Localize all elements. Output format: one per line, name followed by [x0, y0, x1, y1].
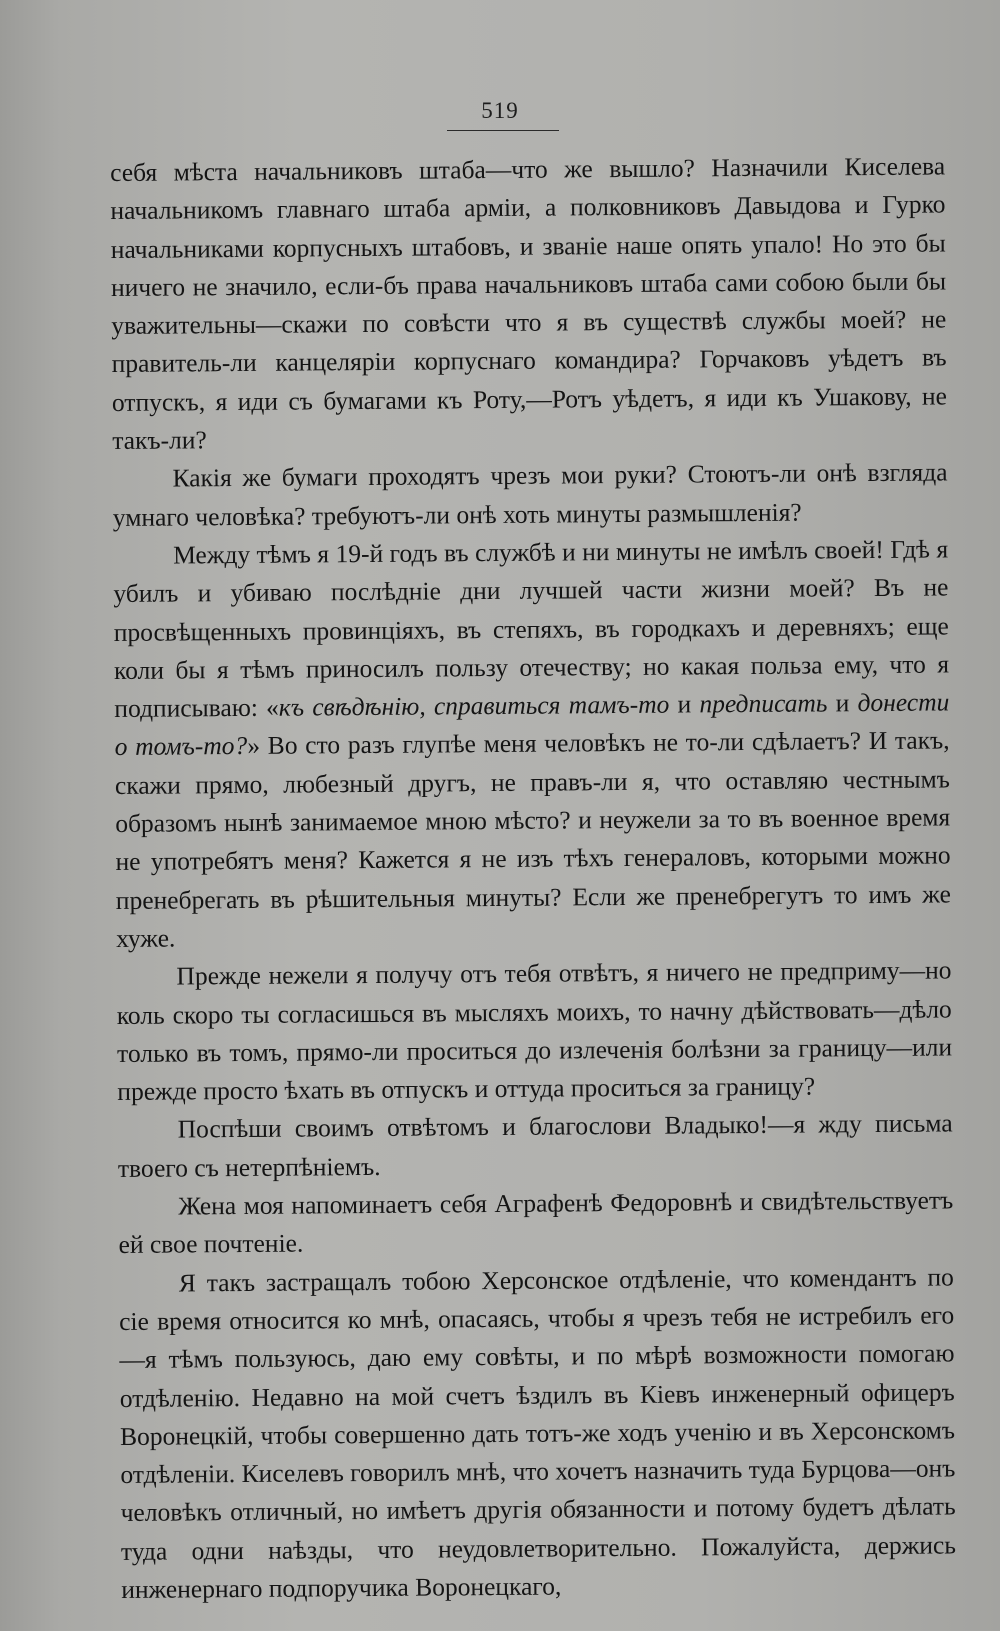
page-number-rule — [447, 130, 559, 131]
text-run: Прежде нежели я получу отъ тебя отвѣтъ, я ничего не предприму—но коль скоро ты согласишься въ мысляхъ моихъ, то начну дѣйствовать—дѣло только въ томъ, прямо-ли проситься до излеченія болѣзни за границу—или прежде просто ѣхать въ отпускъ и оттуда проситься за границу? — [116, 955, 953, 1107]
paragraph — [118, 1105, 954, 1188]
text-run: и — [669, 689, 700, 719]
paragraph — [112, 454, 948, 537]
text-run: Между тѣмъ я 19-й годъ въ службѣ и ни минуты не имѣлъ своей! Гдѣ я убилъ и убиваю послѣдніе дни лучшей части жизни моей? Въ не просвѣщенныхъ провинціяхъ, въ степяхъ, въ городкахъ и деревняхъ; еще коли бы я тѣмъ приносилъ пользу отечеству; но какая польза ему, что я подписываю: « — [113, 534, 950, 724]
italic-quote: донести о томъ-то? — [114, 687, 950, 762]
paragraph — [116, 952, 952, 1112]
text-run: Я такъ застращалъ тобою Херсонское отдѣленіе, что комендантъ по сіе время относится ко мнѣ, опасаясь, чтобы я чрезъ тебя не истребилъ его—я тѣмъ пользуюсь, даю ему совѣты, и по мѣрѣ возможности помогаю отдѣленію. Недавно на мой счетъ ѣздилъ въ Кіевъ инженерный офицеръ Воронецкій, чтобы совершенно дать тотъ-же ходъ ученію и въ Херсонскомъ отдѣленіи. Киселевъ говорилъ мнѣ, что хочетъ назначить туда Бурцова—онъ человѣкъ отличный, но имѣетъ другія обязанности и потому будетъ дѣлать туда одни наѣзды, что неудовлетворительно. Пожалуйста, держись инженернаго подпоручика Воронецкаго, — [119, 1262, 957, 1604]
italic-quote: къ свѣдѣнію, справиться тамъ-то — [278, 689, 670, 722]
paragraph — [113, 530, 951, 958]
text-run: себя мѣста начальниковъ штаба—что же вышло? Назначили Киселева начальникомъ главнаго штаба арміи, а полковниковъ Давыдова и Гурко начальниками корпусныхъ штабовъ, и званіе наше опять упало! Но это бы ничего не значило, если-бъ права начальниковъ штаба сами собою были бы уважительны—скажи по совѣсти что я въ существѣ службы моей? не правитель-ли канцеляріи корпуснаго командира? Горчаковъ уѣдетъ въ отпускъ, я иди съ бумагами къ Роту,—Ротъ уѣдетъ, я иди къ Ушакову, не такъ-ли? — [110, 151, 948, 456]
page-number: 519 — [481, 98, 519, 123]
body-text — [110, 147, 956, 1609]
paragraph — [110, 147, 947, 460]
italic-quote: предписать — [699, 688, 828, 719]
text-run: » Во сто разъ глупѣе меня человѣкъ не то-ли сдѣлаетъ? И такъ, скажи прямо, любезный другъ, не правъ-ли я, что оставляю честнымъ образомъ нынѣ занимаемое мною мѣсто? и неужели за то въ военное время не употребятъ меня? Кажется я не изъ тѣхъ генераловъ, которыми можно пренебрегать въ рѣшительныя минуты? Если же пренебрегутъ то имъ же хуже. — [114, 725, 951, 953]
paragraph — [118, 1181, 954, 1264]
text-run: Поспѣши своимъ отвѣтомъ и благослови Владыко!—я жду письма твоего съ нетерпѣніемъ. — [117, 1108, 953, 1183]
paragraph — [119, 1258, 957, 1609]
text-run: и — [827, 688, 858, 718]
text-run: Какія же бумаги проходятъ чрезъ мои руки? Стоютъ-ли онѣ взгляда умнаго человѣка? требуютъ-ли онѣ хоть минуты размышленія? — [112, 457, 948, 532]
text-run: Жена моя напоминаетъ себя Аграфенѣ Федоровнѣ и свидѣтельствуетъ ей свое почтеніе. — [118, 1185, 954, 1260]
